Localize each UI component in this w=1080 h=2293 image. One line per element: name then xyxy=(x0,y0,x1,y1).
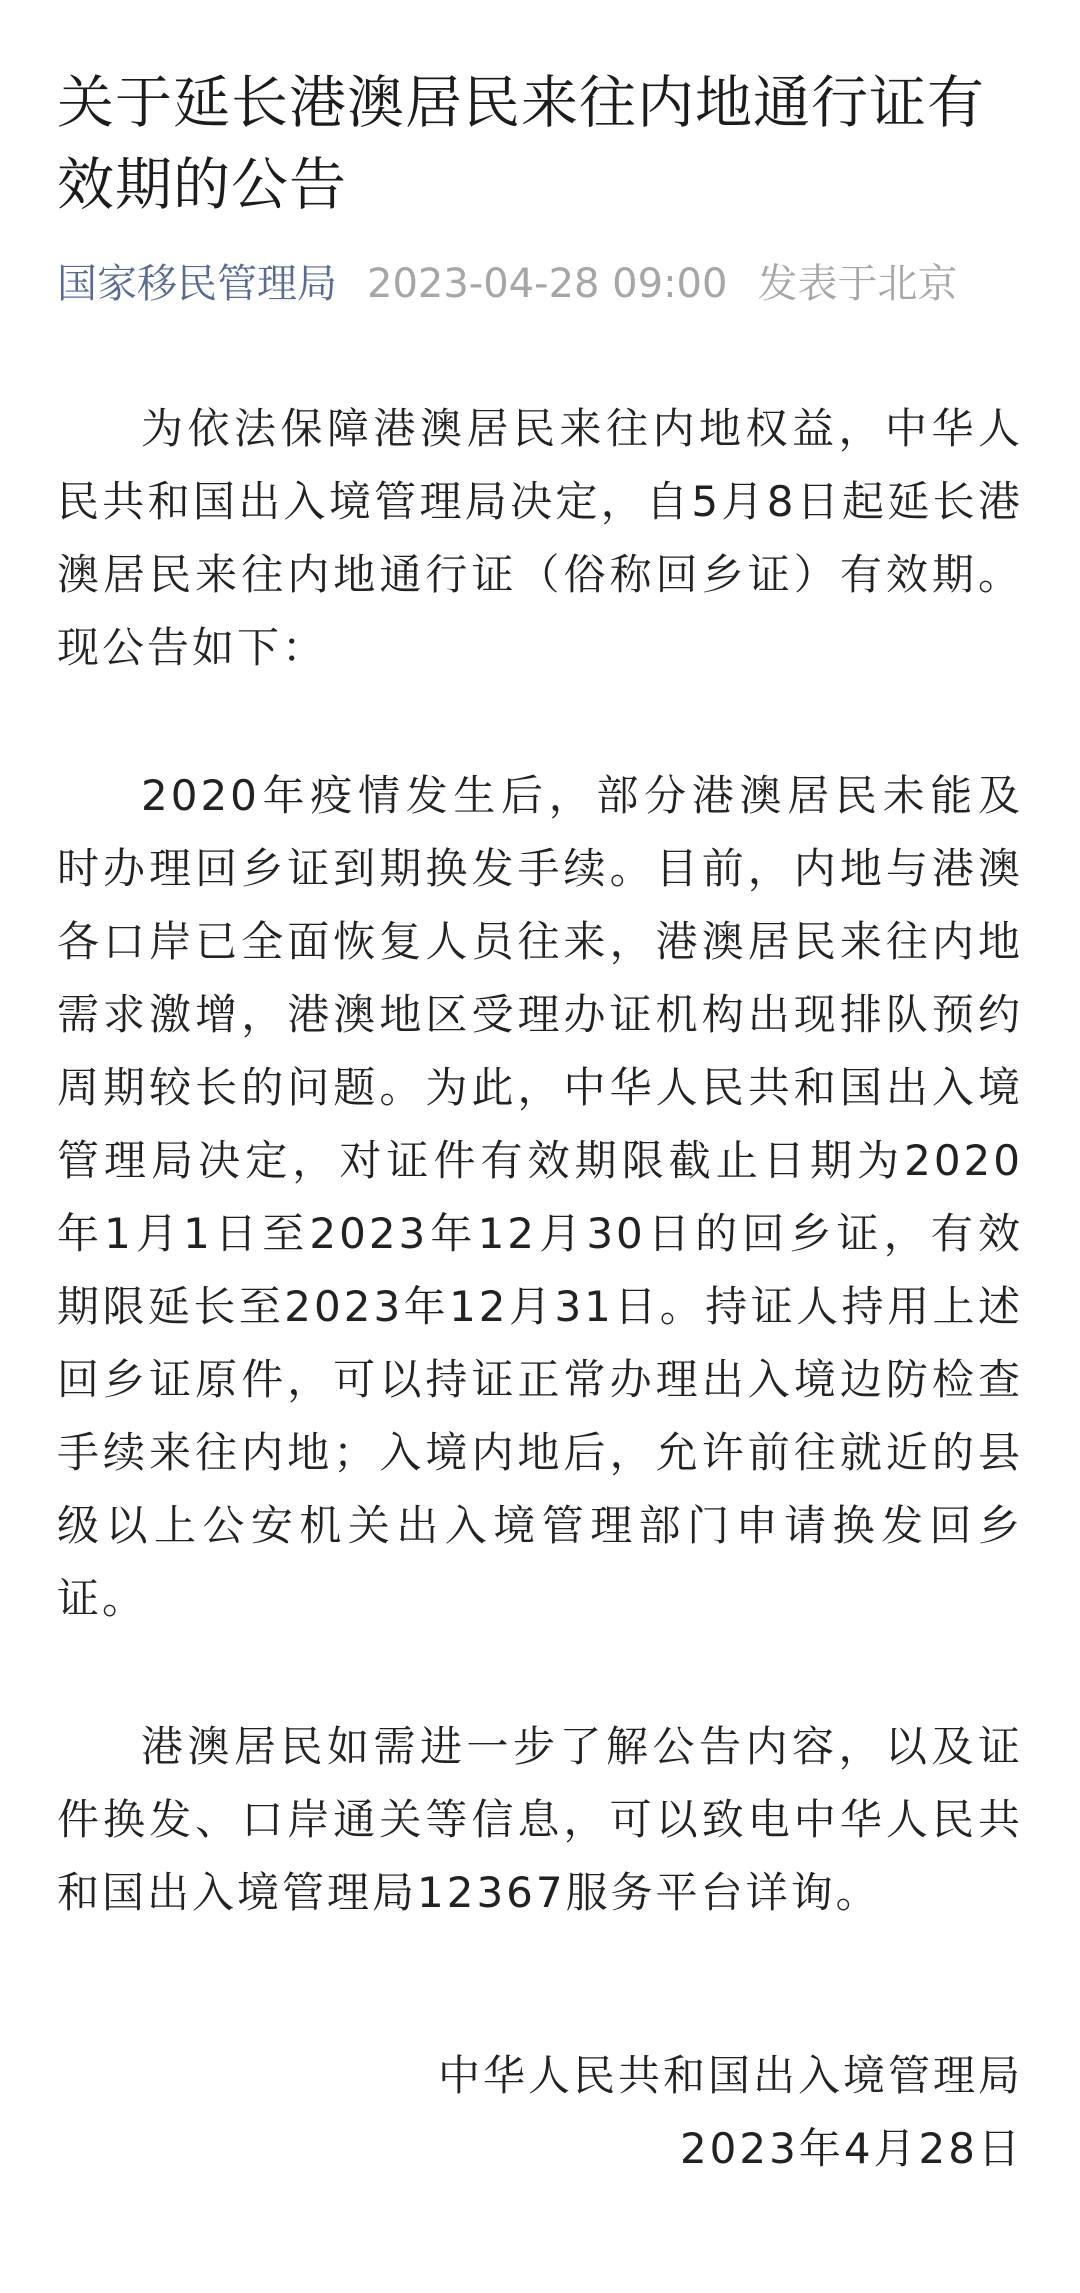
article-title: 关于延长港澳居民来往内地通行证有效期的公告 xyxy=(57,70,985,218)
article xyxy=(57,62,1023,2185)
publish-time: 2023-04-28 09:00 xyxy=(367,261,728,307)
signature-date: 2023年4月28日 xyxy=(679,2124,1023,2173)
article-meta xyxy=(57,256,1023,312)
signature-block xyxy=(57,2039,1023,2185)
publish-location: 发表于北京 xyxy=(757,261,958,307)
signature-org: 中华人民共和国出入境管理局 xyxy=(437,2051,1023,2100)
paragraph-intro: 为依法保障港澳居民来往内地权益，中华人民共和国出入境管理局决定，自5月8日起延长港澳居民来往内地通行证（俗称回乡证）有效期。现公告如下： xyxy=(57,404,1023,672)
paragraph-details: 2020年疫情发生后，部分港澳居民未能及时办理回乡证到期换发手续。目前，内地与港澳各口岸已全面恢复人员往来，港澳居民来往内地需求激增，港澳地区受理办证机构出现排队预约周期较长的问题。为此，中华人民共和国出入境管理局决定，对证件有效期限截止日期为2020年1月1日至2023年12月30日的回乡证，有效期限延长至2023年12月31日。持证人持用上述回乡证原件，可以持证正常办理出入境边防检查手续来往内地；入境内地后，允许前往就近的县级以上公安机关出入境管理部门申请换发回乡证。 xyxy=(57,771,1023,1623)
article-body xyxy=(57,392,1023,1929)
source-account-link[interactable]: 国家移民管理局 xyxy=(57,261,337,307)
paragraph-contact: 港澳居民如需进一步了解公告内容，以及证件换发、口岸通关等信息，可以致电中华人民共和国出入境管理局12367服务平台详询。 xyxy=(57,1722,1023,1917)
